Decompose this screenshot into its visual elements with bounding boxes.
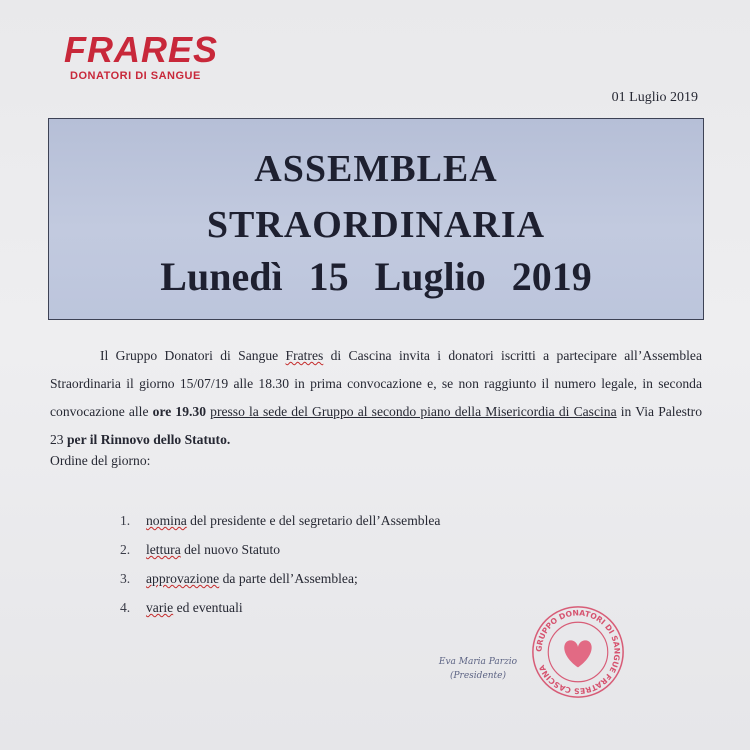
list-item <box>120 506 440 535</box>
banner-line-1: ASSEMBLEA <box>254 148 498 190</box>
item-number: 4. <box>120 600 131 615</box>
item-text: del presidente e del segretario dell’Assemblea <box>186 513 441 528</box>
item-keyword: varie <box>146 600 174 615</box>
item-number: 2. <box>120 542 131 557</box>
list-item <box>120 564 440 593</box>
fratres-logo <box>64 30 224 86</box>
time-bold: ore 19.30 <box>152 404 206 419</box>
item-number: 3. <box>120 571 131 586</box>
signature <box>430 655 526 683</box>
paragraph-text: di Cascina invita i donatori iscritti a partecipare all’Assemblea Straordinaria il giorno 15/07/19 alle 18.30 in prima convocazione e, se non raggiunto il numero legale, in seconda convocazione alle <box>50 348 703 419</box>
stamp-text: GRUPPO DONATORI DI SANGUE FRATRES CASCINA <box>534 608 622 696</box>
list-item <box>120 593 440 622</box>
title-banner <box>48 118 704 320</box>
banner-line-2: STRAORDINARIA <box>206 204 546 246</box>
item-text: ed eventuali <box>173 600 243 615</box>
agenda-list <box>120 506 440 622</box>
banner-date-line: Lunedì 15 Luglio 2019 <box>160 254 592 299</box>
signature-name: Eva Maria Parzio <box>438 657 518 667</box>
signature-role: (Presidente) <box>449 671 507 681</box>
purpose-bold: per il Rinnovo dello Statuto. <box>67 432 231 447</box>
paragraph-text: Il Gruppo Donatori di Sangue <box>100 348 286 363</box>
item-keyword: lettura <box>146 542 181 557</box>
paragraph-text: in Via Palestro 23 <box>50 404 702 447</box>
fratres-word: Fratres <box>285 348 324 363</box>
document-date: 01 Luglio 2019 <box>611 90 698 105</box>
list-item <box>120 535 440 564</box>
item-number: 1. <box>120 513 131 528</box>
organization-stamp-icon <box>530 604 626 700</box>
item-text: da parte dell’Assemblea; <box>219 571 358 586</box>
invitation-paragraph <box>50 342 702 454</box>
item-keyword: approvazione <box>146 571 220 586</box>
location-underlined: presso la sede del Gruppo al secondo piano della Misericordia di Cascina <box>210 404 617 419</box>
agenda-heading: Ordine del giorno: <box>50 453 151 468</box>
logo-wordmark: FRARES <box>64 29 219 70</box>
item-text: del nuovo Statuto <box>180 542 281 557</box>
logo-subtitle: DONATORI DI SANGUE <box>70 70 201 82</box>
item-keyword: nomina <box>146 513 187 528</box>
